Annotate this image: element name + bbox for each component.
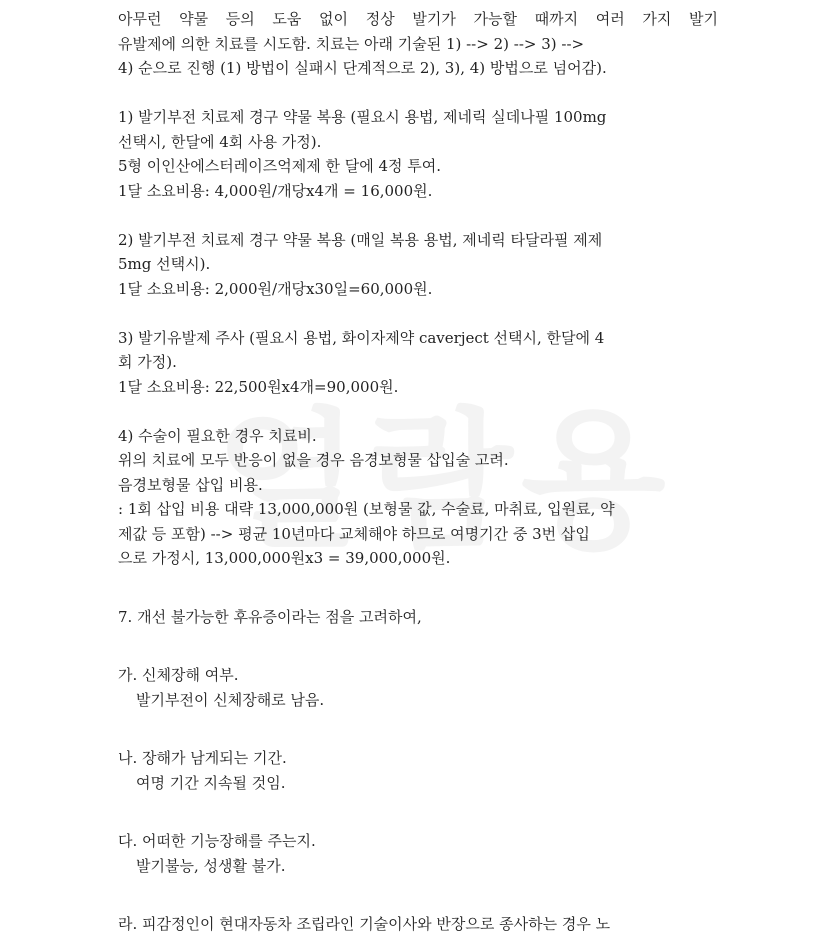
text-line: 3) 발기유발제 주사 (필요시 용법, 화이자제약 caverject 선택시, 한달에 4 [118,328,605,347]
subsection-heading: 가. 신체장해 여부. [118,666,239,684]
text-line: 제값 등 포함) --> 평균 10년마다 교체해야 하므로 여명기간 중 3번 삽입 [118,524,590,543]
subsection-heading: 다. 어떠한 기능장해를 주는지. [118,832,316,850]
text-line: 으로 가정시, 13,000,000원x3 = 39,000,000원. [118,549,451,567]
intro-paragraph [118,7,718,81]
treatment-item-2 [118,228,718,302]
treatment-item-1 [118,105,718,203]
subsection-na [118,746,718,795]
subsection-body: 발기불능, 성생활 불가. [136,856,286,875]
text-line: 5mg 선택시). [118,255,211,273]
text-line: 음경보형물 삽입 비용. [118,475,263,494]
subsection-ga [118,663,718,712]
document-body [118,7,718,937]
text-line: 1) 발기부전 치료제 경구 약물 복용 (필요시 용법, 제네릭 실데나필 100mg [118,108,607,126]
text-line: 2) 발기부전 치료제 경구 약물 복용 (매일 복용 용법, 제네릭 타달라필 제제 [118,230,603,249]
text-line: 1달 소요비용: 22,500원x4개=90,000원. [118,377,399,396]
section-7-heading: 7. 개선 불가능한 후유증이라는 점을 고려하여, [118,607,422,626]
treatment-item-4 [118,424,718,571]
text-line: 1달 소요비용: 2,000원/개당x30일=60,000원. [118,279,433,298]
text-line: 4) 수술이 필요한 경우 치료비. [118,426,317,445]
subsection-heading: 나. 장해가 남게되는 기간. [118,749,287,767]
subsection-body: 발기부전이 신체장해로 남음. [136,690,325,709]
text-line: 4) 순으로 진행 (1) 방법이 실패시 단계적으로 2), 3), 4) 방법으로 넘어감). [118,59,607,77]
text-line: 유발제에 의한 치료를 시도함. 치료는 아래 기술된 1) --> 2) --> 3) --> [118,34,585,53]
subsection-ra [118,912,718,937]
text-line: : 1회 삽입 비용 대략 13,000,000원 (보형물 값, 수술료, 마취료, 입원료, 약 [118,500,615,518]
text-line: 회 가정). [118,353,177,371]
text-line: 위의 치료에 모두 반응이 없을 경우 음경보형물 삽입술 고려. [118,451,509,469]
text-line: 1달 소요비용: 4,000원/개당x4개 = 16,000원. [118,181,433,200]
treatment-item-3 [118,326,718,400]
text-line: 5형 이인산에스터레이즈억제제 한 달에 4정 투여. [118,157,442,175]
text-line: 아무런 약물 등의 도움 없이 정상 발기가 가능할 때까지 여러 가지 발기 [118,10,718,28]
text-line: 선택시, 한달에 4회 사용 가정). [118,132,322,151]
subsection-body: 여명 기간 지속될 것임. [136,773,286,792]
subsection-da [118,829,718,878]
subsection-heading: 라. 피감정인이 현대자동차 조립라인 기술이사와 반장으로 종사하는 경우 노 [118,915,611,933]
